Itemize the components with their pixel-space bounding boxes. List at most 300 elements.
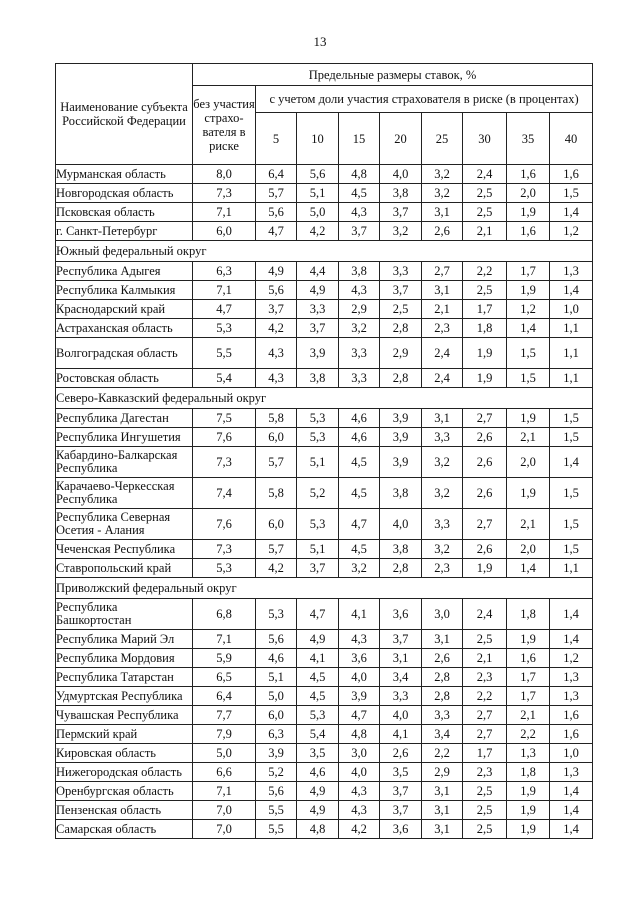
section-title: Южный федеральный округ	[56, 241, 593, 262]
rate-share-cell: 4,0	[380, 165, 422, 184]
rate-share-cell: 4,3	[339, 281, 380, 300]
rate-share-cell: 4,6	[297, 763, 339, 782]
rate-share-cell: 4,5	[297, 668, 339, 687]
region-name: Псковская область	[56, 203, 193, 222]
rate-share-cell: 1,8	[507, 763, 550, 782]
section-row	[56, 578, 593, 599]
rate-share-cell: 5,7	[256, 184, 297, 203]
table-row	[56, 649, 593, 668]
rate-share-cell: 6,0	[256, 428, 297, 447]
rate-share-cell: 3,1	[422, 630, 463, 649]
rate-share-cell: 3,8	[380, 478, 422, 509]
table-row	[56, 763, 593, 782]
rate-share-cell: 5,6	[256, 203, 297, 222]
table-row	[56, 428, 593, 447]
rate-share-cell: 2,6	[422, 222, 463, 241]
table-row	[56, 509, 593, 540]
rate-share-cell: 1,6	[507, 649, 550, 668]
rate-share-cell: 3,6	[339, 649, 380, 668]
rate-share-cell: 5,1	[297, 184, 339, 203]
rate-share-cell: 2,5	[463, 630, 507, 649]
rate-share-cell: 3,7	[297, 559, 339, 578]
rate-share-cell: 2,5	[463, 820, 507, 839]
page-number: 13	[313, 34, 327, 49]
rate-share-cell: 4,7	[297, 599, 339, 630]
region-name: Новгородская область	[56, 184, 193, 203]
rate-share-cell: 4,9	[297, 281, 339, 300]
rate-share-cell: 4,5	[339, 540, 380, 559]
rate-share-cell: 2,6	[422, 649, 463, 668]
header-share-30: 30	[463, 113, 507, 165]
rate-share-cell: 3,4	[422, 725, 463, 744]
region-name: Республика Татарстан	[56, 668, 193, 687]
rate-share-cell: 3,2	[422, 184, 463, 203]
rate-share-cell: 1,7	[507, 687, 550, 706]
rate-share-cell: 3,8	[380, 184, 422, 203]
rate-share-cell: 4,8	[297, 820, 339, 839]
rate-share-cell: 2,6	[463, 428, 507, 447]
rate-share-cell: 1,8	[507, 599, 550, 630]
rate-share-cell: 3,1	[380, 649, 422, 668]
rate-share-cell: 5,5	[256, 801, 297, 820]
rate-share-cell: 1,4	[507, 559, 550, 578]
region-name: Республика Ингушетия	[56, 428, 193, 447]
header-share-40: 40	[550, 113, 593, 165]
rate-share-cell: 4,1	[297, 649, 339, 668]
rate-share-cell: 4,9	[297, 630, 339, 649]
region-name: Кабардино-Балкарская Республика	[56, 447, 193, 478]
region-name: Республика Мордовия	[56, 649, 193, 668]
header-share-25: 25	[422, 113, 463, 165]
rate-no-share-cell: 7,1	[193, 203, 256, 222]
rate-share-cell: 3,1	[422, 801, 463, 820]
rate-share-cell: 5,1	[297, 540, 339, 559]
rate-share-cell: 4,3	[339, 203, 380, 222]
rate-share-cell: 2,0	[507, 540, 550, 559]
table-row	[56, 222, 593, 241]
rate-share-cell: 4,2	[297, 222, 339, 241]
rate-share-cell: 3,9	[297, 338, 339, 369]
region-name: Чувашская Республика	[56, 706, 193, 725]
header-share-5: 5	[256, 113, 297, 165]
rate-no-share-cell: 5,3	[193, 559, 256, 578]
rate-share-cell: 1,1	[550, 319, 593, 338]
rate-no-share-cell: 7,3	[193, 447, 256, 478]
rate-no-share-cell: 6,6	[193, 763, 256, 782]
rate-share-cell: 2,5	[463, 184, 507, 203]
rate-share-cell: 3,1	[422, 203, 463, 222]
rate-no-share-cell: 7,1	[193, 281, 256, 300]
rate-share-cell: 4,1	[339, 599, 380, 630]
rate-share-cell: 2,1	[422, 300, 463, 319]
rate-share-cell: 1,3	[550, 668, 593, 687]
rate-share-cell: 2,4	[463, 599, 507, 630]
region-name: Ставропольский край	[56, 559, 193, 578]
rate-share-cell: 1,0	[550, 300, 593, 319]
rate-share-cell: 3,5	[380, 763, 422, 782]
rate-share-cell: 1,4	[550, 782, 593, 801]
rate-share-cell: 2,4	[422, 338, 463, 369]
rate-no-share-cell: 7,0	[193, 820, 256, 839]
section-title: Приволжский федеральный округ	[56, 578, 593, 599]
table-body	[56, 165, 593, 839]
rate-share-cell: 3,7	[380, 630, 422, 649]
rate-share-cell: 5,3	[297, 509, 339, 540]
rate-no-share-cell: 7,6	[193, 509, 256, 540]
rate-share-cell: 2,6	[463, 540, 507, 559]
rate-share-cell: 1,6	[507, 222, 550, 241]
rate-share-cell: 1,2	[550, 649, 593, 668]
region-name: Нижегородская область	[56, 763, 193, 782]
rate-no-share-cell: 6,8	[193, 599, 256, 630]
rate-share-cell: 6,3	[256, 725, 297, 744]
rate-share-cell: 2,5	[463, 203, 507, 222]
rate-share-cell: 1,5	[550, 409, 593, 428]
rate-share-cell: 2,4	[463, 165, 507, 184]
rate-share-cell: 4,3	[339, 782, 380, 801]
rate-share-cell: 3,3	[380, 687, 422, 706]
section-row	[56, 388, 593, 409]
rate-share-cell: 2,1	[463, 222, 507, 241]
rate-share-cell: 4,2	[256, 559, 297, 578]
rate-share-cell: 2,6	[463, 447, 507, 478]
rate-share-cell: 4,9	[256, 262, 297, 281]
rate-share-cell: 3,4	[380, 668, 422, 687]
region-name: Мурманская область	[56, 165, 193, 184]
table-row	[56, 540, 593, 559]
table-row	[56, 338, 593, 369]
rate-share-cell: 2,2	[422, 744, 463, 763]
rate-share-cell: 1,7	[507, 668, 550, 687]
rate-share-cell: 5,6	[297, 165, 339, 184]
rate-share-cell: 3,2	[422, 478, 463, 509]
rate-share-cell: 5,8	[256, 478, 297, 509]
rate-share-cell: 1,4	[550, 281, 593, 300]
rate-share-cell: 5,2	[256, 763, 297, 782]
rate-share-cell: 3,2	[422, 447, 463, 478]
rate-share-cell: 3,6	[380, 820, 422, 839]
rate-share-cell: 4,7	[339, 509, 380, 540]
header-name-column: Наименование субъекта Российской Федерации	[56, 64, 193, 165]
rate-share-cell: 3,2	[380, 222, 422, 241]
region-name: Пермский край	[56, 725, 193, 744]
rate-share-cell: 1,5	[550, 428, 593, 447]
rate-share-cell: 4,7	[339, 706, 380, 725]
rate-share-cell: 5,7	[256, 447, 297, 478]
rate-share-cell: 3,8	[380, 540, 422, 559]
rate-share-cell: 3,3	[422, 509, 463, 540]
rate-share-cell: 3,3	[380, 262, 422, 281]
rate-share-cell: 4,5	[339, 447, 380, 478]
header-no-share: без участия страхо-вателя в риске	[193, 86, 256, 165]
rate-share-cell: 4,8	[339, 725, 380, 744]
rate-share-cell: 4,6	[256, 649, 297, 668]
rate-share-cell: 4,3	[339, 801, 380, 820]
region-name: Республика Калмыкия	[56, 281, 193, 300]
rate-share-cell: 6,0	[256, 509, 297, 540]
rates-table	[55, 63, 593, 839]
rate-share-cell: 4,2	[256, 319, 297, 338]
rate-share-cell: 2,8	[422, 687, 463, 706]
rate-share-cell: 1,6	[550, 165, 593, 184]
rate-share-cell: 2,7	[463, 706, 507, 725]
rate-share-cell: 3,2	[339, 559, 380, 578]
rate-no-share-cell: 7,5	[193, 409, 256, 428]
rate-share-cell: 2,2	[463, 687, 507, 706]
rate-share-cell: 2,2	[507, 725, 550, 744]
rate-share-cell: 4,3	[256, 369, 297, 388]
rate-share-cell: 3,9	[380, 409, 422, 428]
rate-share-cell: 3,3	[422, 706, 463, 725]
table-row	[56, 203, 593, 222]
rate-share-cell: 3,7	[297, 319, 339, 338]
rate-share-cell: 3,3	[297, 300, 339, 319]
rate-share-cell: 5,3	[297, 428, 339, 447]
rate-share-cell: 2,1	[507, 706, 550, 725]
rate-share-cell: 5,3	[297, 706, 339, 725]
section-title: Северо-Кавказский федеральный округ	[56, 388, 593, 409]
section-row	[56, 241, 593, 262]
rate-share-cell: 2,1	[507, 509, 550, 540]
region-name: Самарская область	[56, 820, 193, 839]
rate-share-cell: 1,9	[507, 801, 550, 820]
rate-share-cell: 1,9	[463, 369, 507, 388]
rate-share-cell: 1,5	[550, 509, 593, 540]
rate-share-cell: 5,5	[256, 820, 297, 839]
rate-no-share-cell: 5,4	[193, 369, 256, 388]
rate-share-cell: 3,1	[422, 820, 463, 839]
region-name: Республика Северная Осетия - Алания	[56, 509, 193, 540]
rate-share-cell: 3,3	[339, 338, 380, 369]
rate-share-cell: 1,9	[507, 478, 550, 509]
rate-share-cell: 5,3	[297, 409, 339, 428]
table-row	[56, 744, 593, 763]
rate-share-cell: 1,9	[507, 409, 550, 428]
rate-share-cell: 3,1	[422, 782, 463, 801]
rate-share-cell: 1,3	[550, 687, 593, 706]
rate-no-share-cell: 7,4	[193, 478, 256, 509]
rate-share-cell: 2,3	[422, 559, 463, 578]
rate-share-cell: 1,2	[507, 300, 550, 319]
rate-share-cell: 2,3	[422, 319, 463, 338]
rate-share-cell: 2,7	[422, 262, 463, 281]
rate-share-cell: 4,0	[339, 763, 380, 782]
rate-share-cell: 1,6	[550, 706, 593, 725]
rate-share-cell: 2,3	[463, 668, 507, 687]
rate-share-cell: 1,5	[507, 338, 550, 369]
rate-no-share-cell: 7,6	[193, 428, 256, 447]
rate-share-cell: 3,0	[339, 744, 380, 763]
region-name: Чеченская Республика	[56, 540, 193, 559]
rate-share-cell: 1,3	[550, 763, 593, 782]
rate-share-cell: 4,3	[256, 338, 297, 369]
table-row	[56, 820, 593, 839]
rate-share-cell: 5,1	[297, 447, 339, 478]
rate-share-cell: 1,6	[507, 165, 550, 184]
region-name: Кировская область	[56, 744, 193, 763]
rate-share-cell: 3,1	[422, 281, 463, 300]
rate-share-cell: 5,6	[256, 782, 297, 801]
header-with-share: с учетом доли участия страхователя в риске (в процентах)	[256, 86, 593, 113]
rate-share-cell: 4,9	[297, 801, 339, 820]
rate-share-cell: 1,4	[550, 801, 593, 820]
rate-no-share-cell: 6,3	[193, 262, 256, 281]
rate-share-cell: 2,0	[507, 184, 550, 203]
rate-share-cell: 1,7	[463, 744, 507, 763]
table-row	[56, 801, 593, 820]
rate-share-cell: 3,9	[256, 744, 297, 763]
rate-share-cell: 5,1	[256, 668, 297, 687]
rate-share-cell: 1,1	[550, 559, 593, 578]
rate-share-cell: 1,4	[550, 203, 593, 222]
rate-share-cell: 5,7	[256, 540, 297, 559]
rate-share-cell: 1,9	[507, 203, 550, 222]
rate-share-cell: 1,5	[507, 369, 550, 388]
region-name: Республика Марий Эл	[56, 630, 193, 649]
rate-share-cell: 3,6	[380, 599, 422, 630]
rate-no-share-cell: 5,5	[193, 338, 256, 369]
rate-no-share-cell: 7,3	[193, 184, 256, 203]
rate-no-share-cell: 7,1	[193, 782, 256, 801]
rate-share-cell: 2,9	[339, 300, 380, 319]
rate-share-cell: 5,3	[256, 599, 297, 630]
rate-share-cell: 2,1	[507, 428, 550, 447]
rate-share-cell: 3,7	[380, 281, 422, 300]
rate-share-cell: 4,2	[339, 820, 380, 839]
rate-share-cell: 1,6	[550, 725, 593, 744]
rate-share-cell: 3,8	[339, 262, 380, 281]
rate-share-cell: 4,6	[339, 409, 380, 428]
region-name: Карачаево-Черкесская Республика	[56, 478, 193, 509]
rate-no-share-cell: 7,7	[193, 706, 256, 725]
table-row	[56, 319, 593, 338]
rate-share-cell: 6,0	[256, 706, 297, 725]
rate-share-cell: 2,7	[463, 409, 507, 428]
rate-share-cell: 5,4	[297, 725, 339, 744]
region-name: Республика Дагестан	[56, 409, 193, 428]
rate-share-cell: 1,9	[507, 782, 550, 801]
table-row	[56, 447, 593, 478]
rate-share-cell: 1,3	[507, 744, 550, 763]
rate-share-cell: 4,9	[297, 782, 339, 801]
rate-no-share-cell: 5,3	[193, 319, 256, 338]
rate-share-cell: 5,2	[297, 478, 339, 509]
rate-share-cell: 4,5	[297, 687, 339, 706]
rate-share-cell: 3,5	[297, 744, 339, 763]
rate-no-share-cell: 7,1	[193, 630, 256, 649]
table-row	[56, 668, 593, 687]
rate-share-cell: 2,1	[463, 649, 507, 668]
rate-share-cell: 2,7	[463, 509, 507, 540]
rate-share-cell: 1,4	[550, 820, 593, 839]
rate-share-cell: 2,5	[380, 300, 422, 319]
rate-share-cell: 3,7	[380, 801, 422, 820]
rate-share-cell: 4,3	[339, 630, 380, 649]
rate-share-cell: 3,9	[339, 687, 380, 706]
table-row	[56, 725, 593, 744]
rate-share-cell: 4,0	[339, 668, 380, 687]
rate-share-cell: 3,3	[339, 369, 380, 388]
rate-share-cell: 3,3	[422, 428, 463, 447]
rate-share-cell: 1,9	[463, 338, 507, 369]
rate-share-cell: 5,6	[256, 281, 297, 300]
rate-share-cell: 4,0	[380, 509, 422, 540]
region-name: Оренбургская область	[56, 782, 193, 801]
region-name: Краснодарский край	[56, 300, 193, 319]
table-row	[56, 630, 593, 649]
rate-share-cell: 1,4	[550, 447, 593, 478]
header-share-35: 35	[507, 113, 550, 165]
rate-share-cell: 1,1	[550, 369, 593, 388]
rate-no-share-cell: 6,0	[193, 222, 256, 241]
rate-share-cell: 2,2	[463, 262, 507, 281]
rate-share-cell: 5,0	[256, 687, 297, 706]
rate-no-share-cell: 8,0	[193, 165, 256, 184]
rate-share-cell: 1,0	[550, 744, 593, 763]
rate-no-share-cell: 4,7	[193, 300, 256, 319]
header-share-20: 20	[380, 113, 422, 165]
rate-share-cell: 2,0	[507, 447, 550, 478]
rate-share-cell: 2,3	[463, 763, 507, 782]
rate-share-cell: 6,4	[256, 165, 297, 184]
rate-share-cell: 1,7	[463, 300, 507, 319]
rate-share-cell: 1,1	[550, 338, 593, 369]
table-row	[56, 559, 593, 578]
rate-share-cell: 2,6	[463, 478, 507, 509]
rate-share-cell: 4,7	[256, 222, 297, 241]
rate-no-share-cell: 6,4	[193, 687, 256, 706]
rate-share-cell: 2,8	[380, 319, 422, 338]
header-rates-group: Предельные размеры ставок, %	[193, 64, 593, 86]
rate-share-cell: 4,6	[339, 428, 380, 447]
rate-share-cell: 4,4	[297, 262, 339, 281]
rate-share-cell: 3,8	[297, 369, 339, 388]
rate-share-cell: 2,9	[422, 763, 463, 782]
rate-share-cell: 3,9	[380, 428, 422, 447]
header-share-15: 15	[339, 113, 380, 165]
rate-share-cell: 3,7	[256, 300, 297, 319]
rate-share-cell: 1,9	[463, 559, 507, 578]
rate-share-cell: 1,9	[507, 820, 550, 839]
table-row	[56, 369, 593, 388]
rate-share-cell: 2,4	[422, 369, 463, 388]
rate-no-share-cell: 7,0	[193, 801, 256, 820]
table-row	[56, 281, 593, 300]
rate-share-cell: 1,9	[507, 281, 550, 300]
table-row	[56, 687, 593, 706]
rate-share-cell: 1,5	[550, 478, 593, 509]
rate-share-cell: 2,9	[380, 338, 422, 369]
table-row	[56, 782, 593, 801]
region-name: г. Санкт-Петербург	[56, 222, 193, 241]
rate-no-share-cell: 7,9	[193, 725, 256, 744]
table-row	[56, 409, 593, 428]
rate-share-cell: 2,5	[463, 281, 507, 300]
rate-share-cell: 1,5	[550, 184, 593, 203]
table-row	[56, 184, 593, 203]
rate-share-cell: 1,4	[550, 630, 593, 649]
rate-share-cell: 2,8	[422, 668, 463, 687]
rate-share-cell: 5,6	[256, 630, 297, 649]
rate-share-cell: 1,8	[463, 319, 507, 338]
rate-share-cell: 1,4	[507, 319, 550, 338]
rate-share-cell: 4,8	[339, 165, 380, 184]
rate-share-cell: 1,7	[507, 262, 550, 281]
region-name: Удмуртская Республика	[56, 687, 193, 706]
rate-share-cell: 2,7	[463, 725, 507, 744]
table-row	[56, 599, 593, 630]
rate-share-cell: 5,8	[256, 409, 297, 428]
